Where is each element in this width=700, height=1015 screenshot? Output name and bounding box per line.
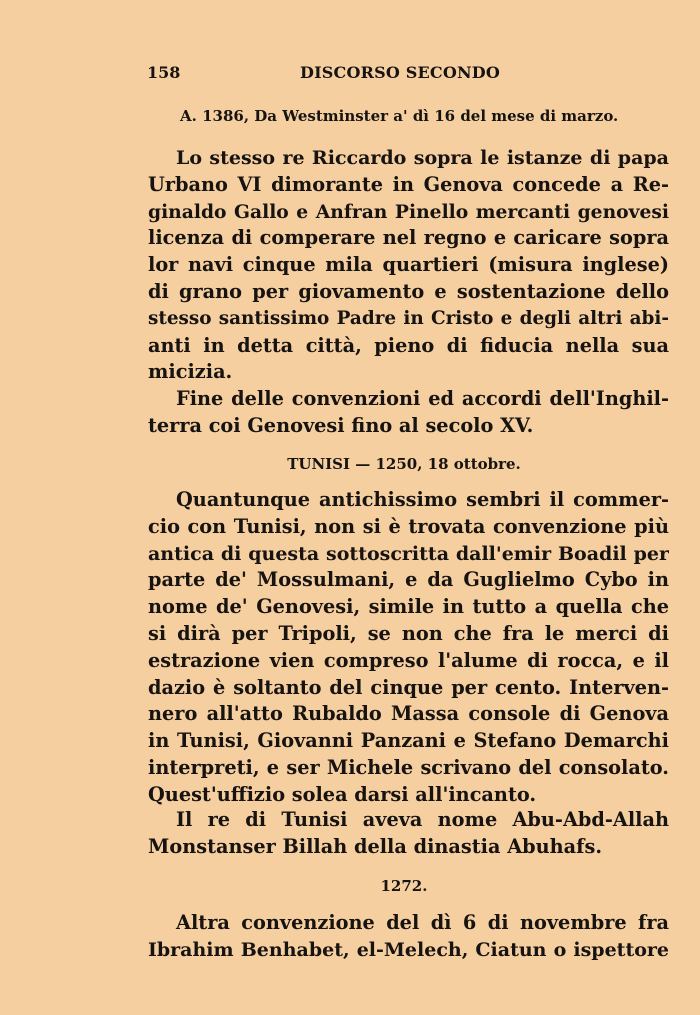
page-number: 158: [147, 63, 181, 82]
text-line: nome de' Genovesi, simile in tutto a quella che: [148, 595, 669, 619]
running-title: DISCORSO SECONDO: [300, 63, 501, 82]
text-line: in Tunisi, Giovanni Panzani e Stefano Demarchi: [148, 729, 669, 753]
dateline-westminster: A. 1386, Da Westminster a' dì 16 del mese di marzo.: [180, 107, 619, 125]
text-line: terra coi Genovesi fino al secolo XV.: [148, 413, 534, 437]
text-line: interpreti, e ser Michele scrivano del consolato.: [148, 755, 669, 779]
paragraph-altra-convenzione: [148, 910, 669, 964]
text-line: licenza di comperare nel regno e caricare sopra: [148, 226, 669, 250]
paragraph-fine-convenzioni: [148, 386, 669, 440]
paragraph-tunisi: [148, 487, 669, 809]
text-line: ginaldo Gallo e Anfran Pinello mercanti genovesi: [148, 200, 669, 223]
section-heading-tunisi: TUNISI — 1250, 18 ottobre.: [287, 455, 521, 473]
text-line: Il re di Tunisi aveva nome Abu-Abd-Allah: [176, 808, 669, 831]
text-line: nero all'atto Rubaldo Massa console di Genova: [148, 702, 669, 726]
text-line: Ibrahim Benhabet, el-Melech, Ciatun o ispettore: [148, 938, 669, 961]
text-line: lor navi cinque mila quartieri (misura inglese): [148, 253, 669, 277]
text-line: Quantunque antichissimo sembri il commer-: [176, 488, 669, 511]
text-line: di grano per giovamento e sostentazione dello: [148, 279, 669, 303]
paragraph-riccardo: [148, 145, 669, 386]
paragraph-re-tunisi: [148, 807, 669, 861]
text-line: Altra convenzione del dì 6 di novembre fra: [176, 911, 669, 934]
text-line: estrazione vien compreso l'alume di rocca, e il: [148, 648, 669, 672]
year-heading: 1272.: [380, 877, 428, 895]
text-line: dazio è soltanto del cinque per cento. Interven-: [148, 675, 669, 699]
text-line: cio con Tunisi, non si è trovata convenzione più: [148, 514, 669, 538]
text-line: anti in detta città, pieno di fiducia nella sua: [148, 333, 669, 357]
text-line: Fine delle convenzioni ed accordi dell'Inghil-: [176, 387, 669, 410]
text-line: micizia.: [148, 360, 233, 384]
page-header: [147, 63, 507, 87]
text-line: Urbano VI dimorante in Genova concede a Re-: [148, 172, 669, 196]
text-line: Lo stesso re Riccardo sopra le istanze di papa: [176, 147, 669, 169]
text-line: stesso santissimo Padre in Cristo e degli altri abi-: [148, 307, 669, 329]
text-line: antica di questa sottoscritta dall'emir Boadil per: [148, 542, 669, 565]
text-line: parte de' Mossulmani, e da Guglielmo Cybo in: [148, 568, 669, 592]
text-line: si dirà per Tripoli, se non che fra le merci di: [148, 621, 669, 645]
text-line: Monstanser Billah della dinastia Abuhafs.: [148, 834, 603, 858]
text-line: Quest'uffizio solea darsi all'incanto.: [148, 782, 537, 806]
